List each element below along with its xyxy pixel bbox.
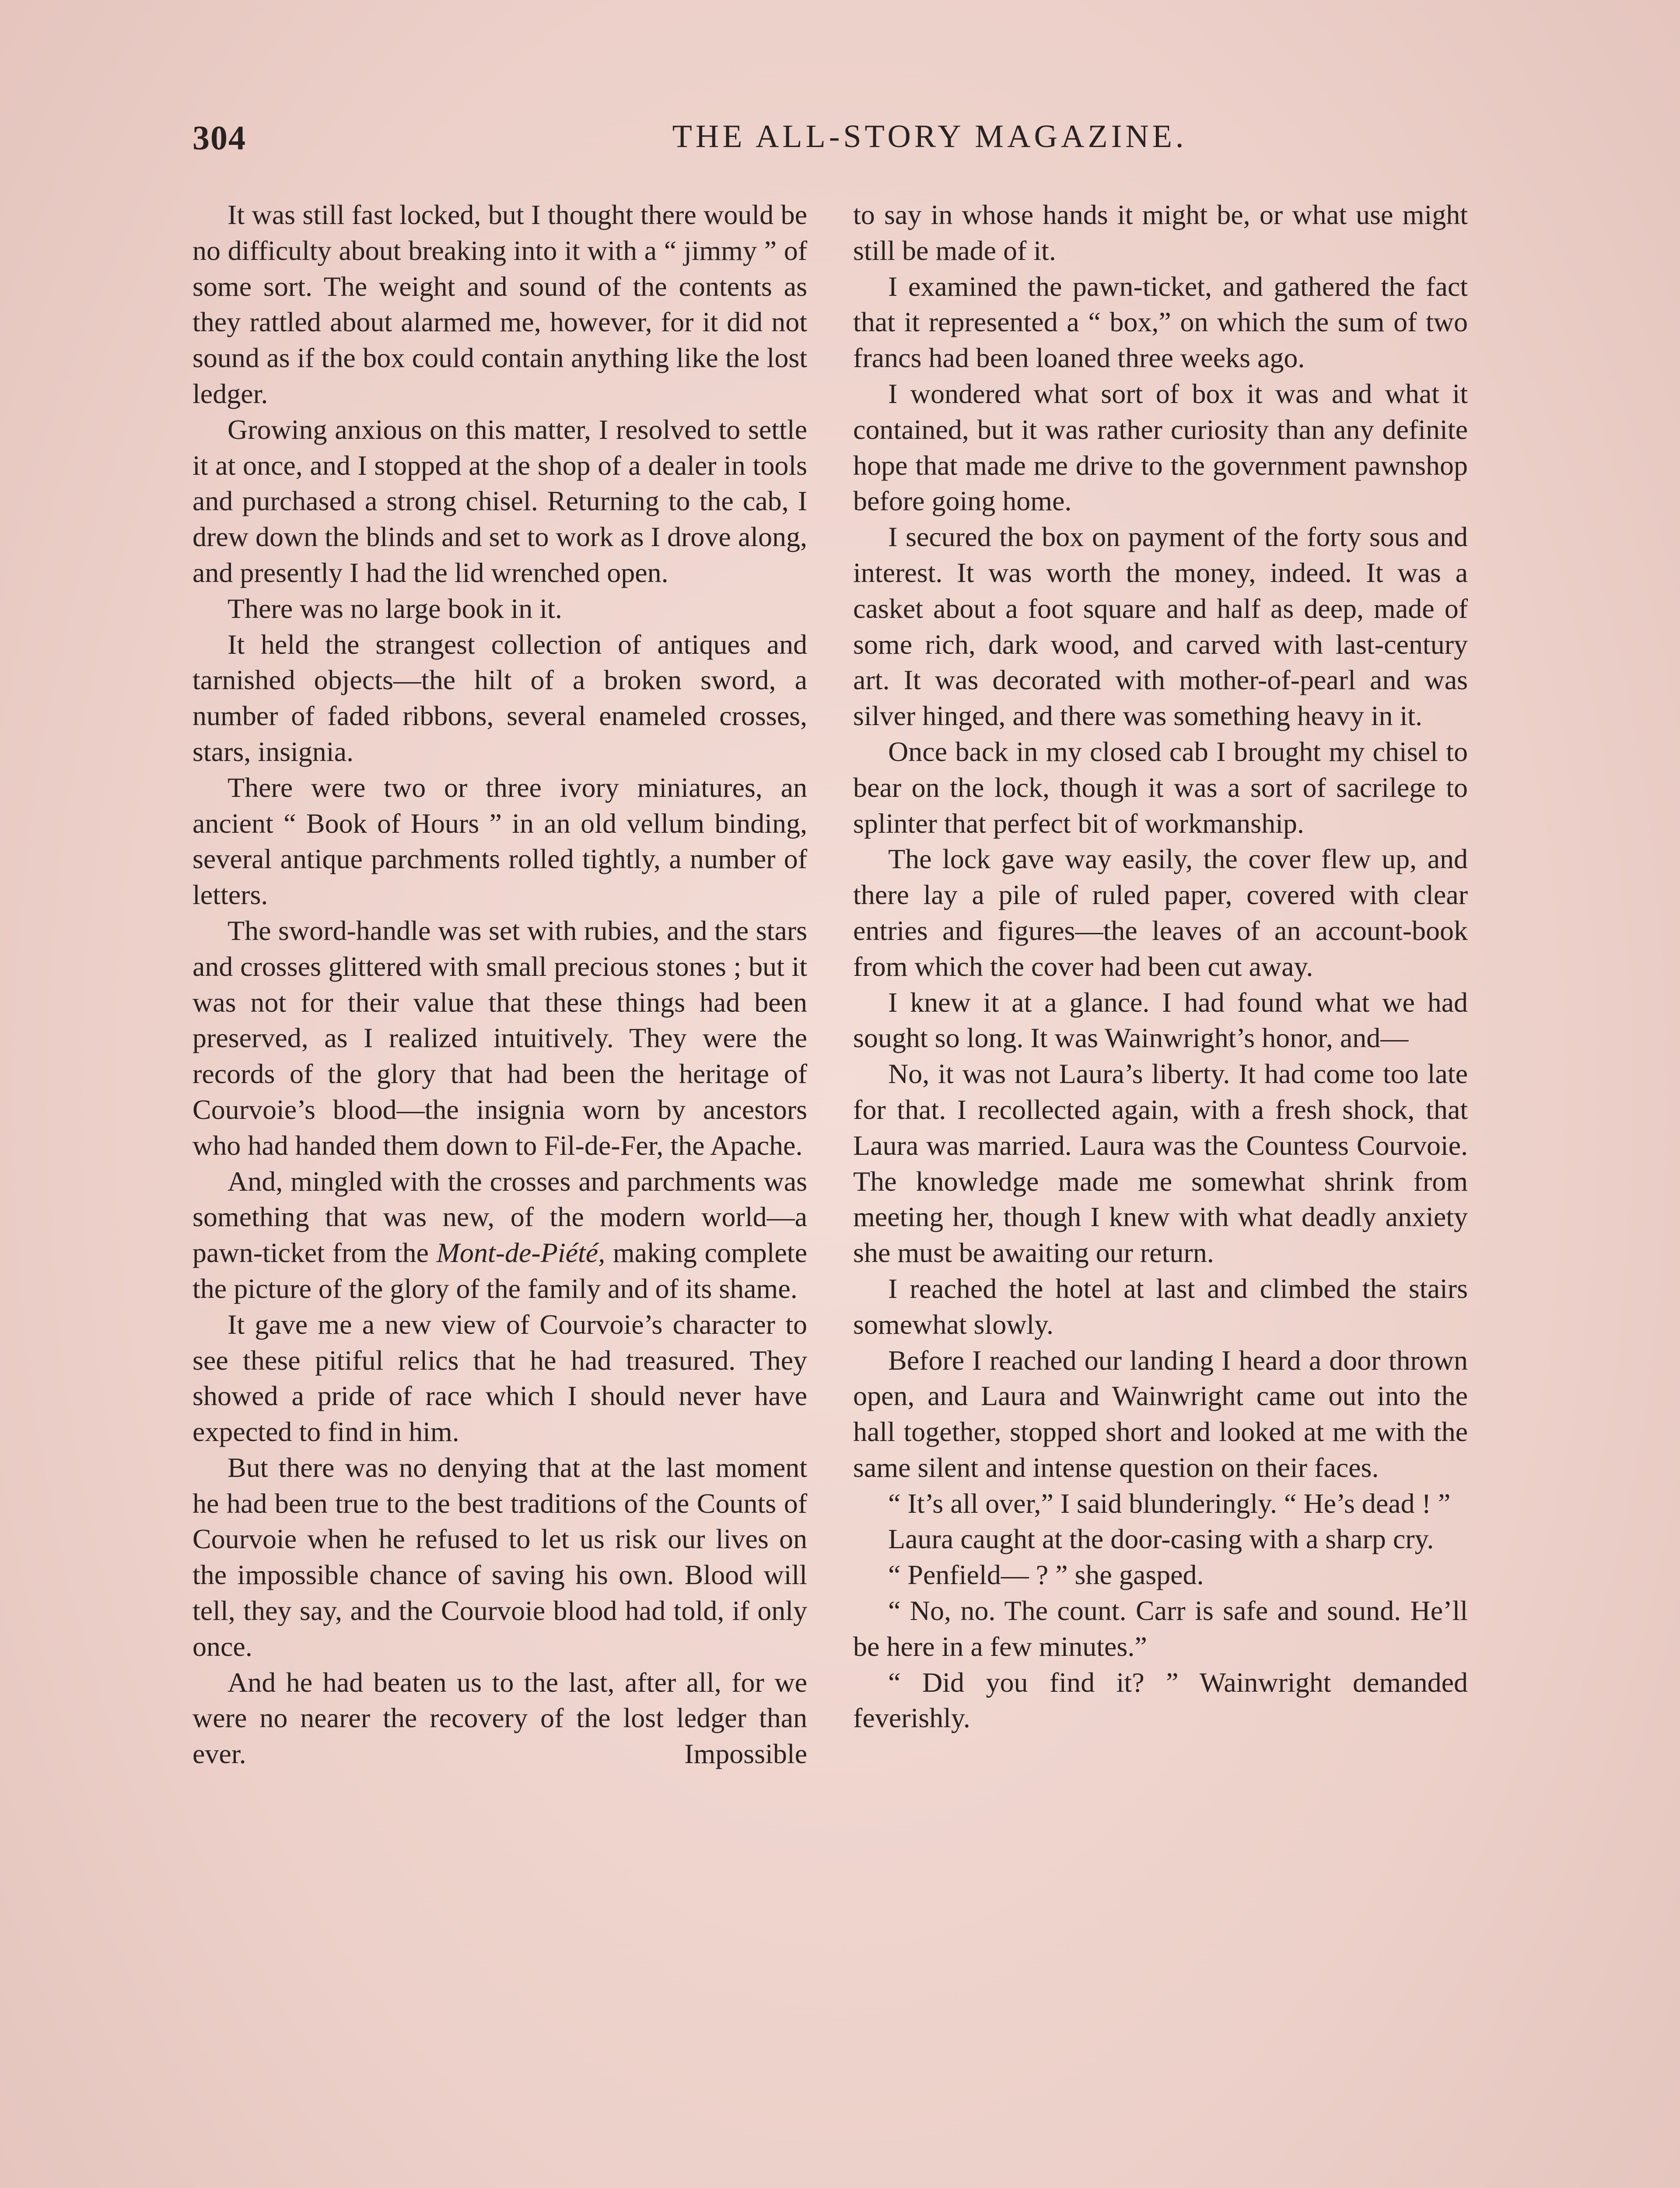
left-column: [192, 197, 807, 1772]
paragraph: Growing anxious on this matter, I resolved to settle it at once, and I stopped at the shop of a dealer in tools and purchased a strong chisel. Returning to the cab, I drew down the blinds and set to work as I drove along, and presently I had the lid wrenched open.: [192, 414, 807, 588]
paragraph: Laura caught at the door-casing with a sharp cry.: [888, 1523, 1434, 1555]
paragraph: And he had beaten us to the last, after all, for we were no nearer the recovery of the lost ledger than ever. Impossible: [192, 1666, 807, 1770]
paragraph: I reached the hotel at last and climbed the stairs somewhat slowly.: [853, 1273, 1468, 1340]
paragraph: There was no large book in it.: [228, 593, 562, 624]
paragraph: The lock gave way easily, the cover flew up, and there lay a pile of ruled paper, covered with clear entries and figures—the leaves of an account-book from which the cover had been cut away.: [853, 843, 1468, 982]
paragraph: “ Did you find it? ” Wainwright demanded feverishly.: [853, 1666, 1468, 1734]
paragraph: It gave me a new view of Courvoie’s character to see these pitiful relics that he had treasured. They showed a pride of race which I should never have expected to find in him.: [192, 1308, 807, 1448]
paragraph: The sword-handle was set with rubies, and the stars and crosses glittered with small precious stones ; but it was not for their value that these things had been preserved, as I realized intuitively. They were the records of the glory that had been the heritage of Courvoie’s blood—the insignia worn by ancestors who had handed them down to Fil-de-Fer, the Apache.: [192, 915, 807, 1161]
paragraph: “ Penfield— ? ” she gasped.: [888, 1559, 1204, 1591]
running-head: THE ALL-STORY MAGAZINE.: [672, 119, 1187, 154]
paragraph: There were two or three ivory miniatures, an ancient “ Book of Hours ” in an old vellum binding, several antique parchments rolled tightly, a number of letters.: [192, 771, 807, 911]
paragraph: It held the strangest collection of antiques and tarnished objects—the hilt of a broken sword, a number of faded ribbons, several enameled crosses, stars, insignia.: [192, 628, 807, 767]
paragraph: I secured the box on payment of the forty sous and interest. It was worth the money, indeed. It was a casket about a foot square and half as deep, made of some rich, dark wood, and carved with last-century art. It was decorated with mother-of-pearl and was silver hinged, and there was something heavy in it.: [853, 521, 1468, 732]
paragraph: to say in whose hands it might be, or what use might still be made of it.: [853, 199, 1468, 266]
paragraph: “ It’s all over,” I said blunderingly. “ He’s dead ! ”: [888, 1487, 1451, 1519]
right-column: [853, 197, 1468, 1736]
paragraph: I examined the pawn-ticket, and gathered the fact that it represented a “ box,” on which the sum of two francs had been loaned three weeks ago.: [853, 270, 1468, 374]
paragraph-text: And, mingled with the crosses and parchments was something that was new, of the modern world—a pawn-ticket from the: [192, 1165, 807, 1269]
paragraph: It was still fast locked, but I thought there would be no difficulty about breaking into it with a “ jimmy ” of some sort. The weight and sound of the contents as they rattled about alarmed me, however, for it did not sound as if the box could contain anything like the lost ledger.: [192, 199, 807, 409]
paragraph: [192, 1164, 807, 1307]
paragraph: I wondered what sort of box it was and what it contained, but it was rather curiosity than any definite hope that made me drive to the government pawnshop before going home.: [853, 378, 1468, 517]
paragraph: “ No, no. The count. Carr is safe and sound. He’ll be here in a few minutes.”: [853, 1595, 1468, 1662]
italic-term: Mont-de-Piété,: [436, 1237, 606, 1269]
paragraph: Before I reached our landing I heard a door thrown open, and Laura and Wainwright came out into the hall together, stopped short and looked at me with the same silent and intense question on their faces.: [853, 1344, 1468, 1483]
paragraph-text: making complete the picture of the glory of the family and of its shame.: [192, 1237, 808, 1304]
paragraph: No, it was not Laura’s liberty. It had come too late for that. I recollected again, with a fresh shock, that Laura was married. Laura was the Countess Courvoie. The knowledge made me somewhat shrink from meeting her, though I knew with what deadly anxiety she must be awaiting our return.: [853, 1058, 1468, 1269]
paragraph: I knew it at a glance. I had found what we had sought so long. It was Wainwright’s honor, and—: [853, 986, 1468, 1054]
paragraph: Once back in my closed cab I brought my chisel to bear on the lock, though it was a sort of sacrilege to splinter that perfect bit of workmanship.: [853, 736, 1468, 839]
page-number: 304: [192, 119, 246, 157]
paragraph: But there was no denying that at the last moment he had been true to the best traditions of the Counts of Courvoie when he refused to let us risk our lives on the impossible chance of saving his own. Blood will tell, they say, and the Courvoie blood had told, if only once.: [192, 1452, 807, 1662]
page-header: [192, 118, 1492, 171]
